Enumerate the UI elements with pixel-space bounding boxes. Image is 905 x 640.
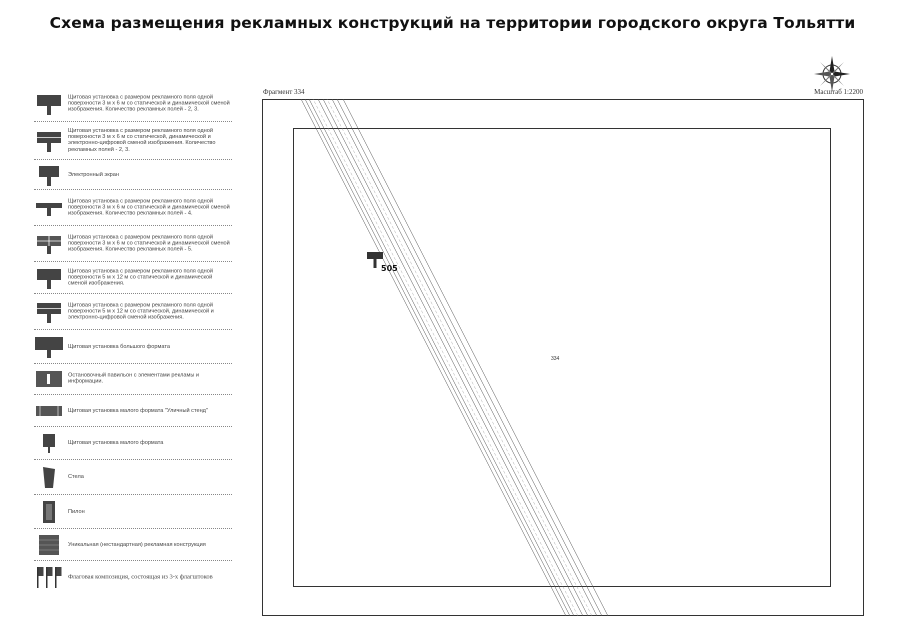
fragment-label: Фрагмент 334 [263,88,305,96]
legend [34,86,232,593]
unique-construction-icon [34,532,64,558]
pylon-icon [34,499,64,525]
legend-item: Щитовая установка малого формата "Уличный стенд" [34,395,232,427]
legend-item: Щитовая установка большого формата [34,330,232,364]
parcel-label: 334 [551,356,560,362]
info-stand-icon [34,398,64,424]
stele-icon [34,464,64,490]
legend-item: Щитовая установка с размером рекламного поля одной поверхности 3 м х 6 м со статической и динамической сменой изображения. Количество рекламных полей - 2, 3. [34,86,232,122]
electronic-screen-icon [34,162,64,188]
legend-item: Щитовая установка с размером рекламного поля одной поверхности 5 м х 12 м со статической, динамической и электронно-цифровой сменой изображения. [34,294,232,330]
billboard-5x12-digital-icon [34,299,64,325]
large-billboard-icon [34,334,64,360]
legend-item: Флаговая композиция, состоящая из 3-х флагштоков [34,561,232,593]
billboard-3x6-five-icon [34,231,64,257]
legend-item: Щитовая установка малого формата [34,427,232,460]
road-edge-line [336,99,603,616]
legend-item: Щитовая установка с размером рекламного поля одной поверхности 5 м х 12 м со статической и динамической сменой изображения. [34,262,232,294]
road-edge-line [322,99,589,616]
billboard-marker-number[interactable]: 505 [381,264,398,273]
road-edge-line [304,99,571,616]
billboard-3x6-static-icon [34,91,64,117]
road-edge-line [300,99,567,616]
road-edge-line [308,99,575,616]
legend-item: Щитовая установка с размером рекламного поля одной поверхности 3 м х 6 м со статической и динамической сменой изображения. Количество рекламных полей - 4. [34,190,232,226]
road-centre-line [312,99,579,616]
billboard-3x6-digital-icon [34,128,64,154]
road-edge-line [317,99,584,616]
map-title: Схема размещения рекламных конструкций на территории городского округа Тольятти [49,14,856,32]
road-drawing [262,99,864,616]
legend-item: Электронный экран [34,160,232,190]
legend-item: Щитовая установка с размером рекламного поля одной поверхности 3 м х 6 м со статической, динамической и электронно-цифровой сменой изображения. Количество рекламных полей - 2, 3. [34,122,232,160]
legend-item: Остановочный павильон с элементами рекламы и информации. [34,364,232,395]
legend-item: Стела [34,460,232,495]
scale-label: Масштаб 1:2200 [814,88,863,96]
flag-composition-icon [34,564,64,590]
legend-item: Щитовая установка с размером рекламного поля одной поверхности 3 м х 6 м со статической и динамической сменой изображения. Количество рекламных полей - 5. [34,226,232,262]
billboard-5x12-static-icon [34,265,64,291]
legend-item: Уникальная (нестандартная) рекламная конструкция [34,529,232,561]
billboard-3x6-four-icon [34,195,64,221]
small-billboard-icon [34,430,64,456]
legend-item: Пилон [34,495,232,529]
bus-stop-pavilion-icon [34,366,64,392]
road-edge-line [342,99,609,616]
